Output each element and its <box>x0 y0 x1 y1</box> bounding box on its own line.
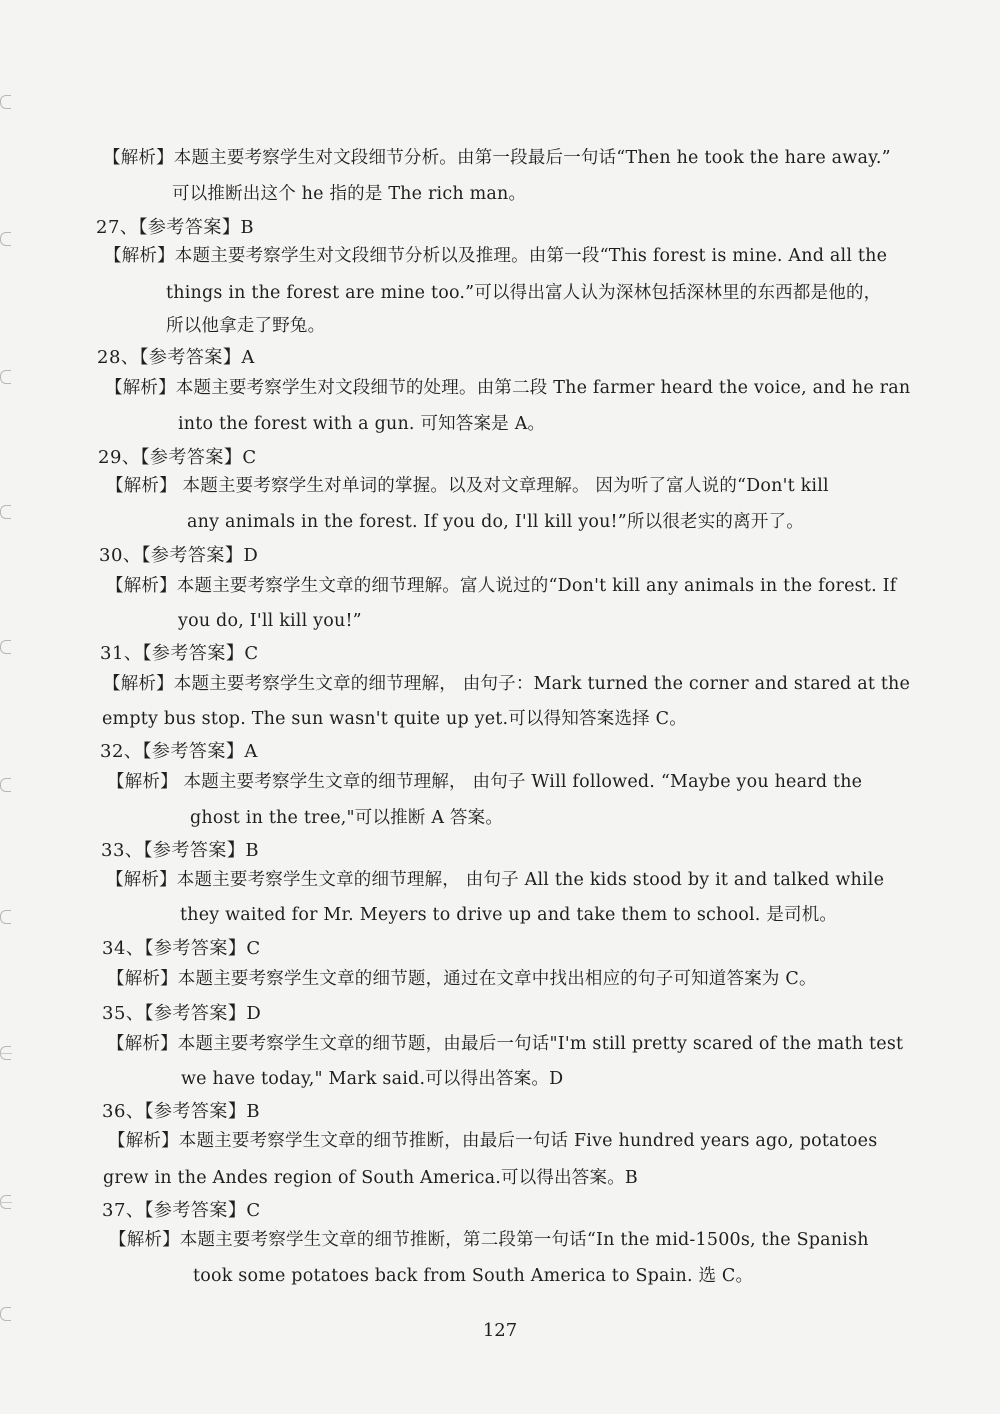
analysis-line: 【解析】本题主要考察学生对文段细节分析。由第一段最后一句话“Then he took the hare away.” <box>103 148 891 168</box>
analysis-line: we have today," Mark said.可以得出答案。D <box>181 1069 564 1089</box>
analysis-line: 【解析】本题主要考察学生文章的细节推断，第二段第一句话“In the mid-1500s, the Spanish <box>109 1230 869 1250</box>
binding-mark <box>0 1202 12 1203</box>
binding-mark <box>0 1053 12 1054</box>
answer-heading: 29、【参考答案】C <box>98 447 257 468</box>
analysis-line: 所以他拿走了野兔。 <box>166 316 326 336</box>
binding-hole <box>0 1307 11 1321</box>
analysis-line: took some potatoes back from South America to Spain. 选 C。 <box>193 1266 754 1286</box>
analysis-line: 【解析】 本题主要考察学生文章的细节理解， 由句子 Will followed. “Maybe you heard the <box>107 772 863 792</box>
analysis-line: 【解析】本题主要考察学生文章的细节理解。富人说过的“Don't kill any animals in the forest. If <box>106 576 897 596</box>
binding-hole <box>0 505 11 519</box>
answer-heading: 34、【参考答案】C <box>102 938 261 959</box>
analysis-line: you do, I'll kill you!” <box>178 611 362 631</box>
answer-heading: 36、【参考答案】B <box>102 1101 261 1122</box>
binding-holes <box>0 0 40 1414</box>
answer-heading: 35、【参考答案】D <box>102 1003 262 1024</box>
analysis-line: 【解析】本题主要考察学生文章的细节理解， 由句子：Mark turned the corner and stared at the <box>103 674 911 694</box>
answer-heading: 27、【参考答案】B <box>96 217 255 238</box>
analysis-line: things in the forest are mine too.”可以得出富人认为深林包括深林里的东西都是他的， <box>166 283 882 303</box>
analysis-line: 【解析】本题主要考察学生文章的细节题，通过在文章中找出相应的句子可知道答案为 C。 <box>107 969 817 989</box>
binding-hole <box>0 778 11 792</box>
analysis-line: 【解析】本题主要考察学生文章的细节理解， 由句子 All the kids stood by it and talked while <box>106 870 885 890</box>
answer-heading: 33、【参考答案】B <box>101 840 260 861</box>
answer-heading: 30、【参考答案】D <box>99 545 259 566</box>
analysis-line: grew in the Andes region of South America.可以得出答案。B <box>103 1168 638 1188</box>
analysis-line: 可以推断出这个 he 指的是 The rich man。 <box>172 184 527 204</box>
binding-hole <box>0 370 11 384</box>
answer-heading: 37、【参考答案】C <box>102 1200 261 1221</box>
binding-hole <box>0 910 11 924</box>
analysis-line: into the forest with a gun. 可知答案是 A。 <box>178 414 546 434</box>
answer-heading: 32、【参考答案】A <box>100 741 258 762</box>
binding-hole <box>0 232 11 246</box>
page-number: 127 <box>482 1320 518 1341</box>
analysis-line: 【解析】本题主要考察学生文章的细节题，由最后一句话"I'm still pretty scared of the math test <box>107 1034 904 1054</box>
binding-hole <box>0 640 11 654</box>
analysis-line: they waited for Mr. Meyers to drive up and take them to school. 是司机。 <box>180 905 838 925</box>
analysis-line: empty bus stop. The sun wasn't quite up yet.可以得知答案选择 C。 <box>102 709 687 729</box>
answer-heading: 28、【参考答案】A <box>97 347 255 368</box>
analysis-line: 【解析】本题主要考察学生文章的细节推断，由最后一句话 Five hundred years ago, potatoes <box>108 1131 878 1151</box>
analysis-line: any animals in the forest. If you do, I'll kill you!”所以很老实的离开了。 <box>187 512 804 532</box>
analysis-line: 【解析】 本题主要考察学生对单词的掌握。以及对文章理解。 因为听了富人说的“Don't kill <box>106 476 829 496</box>
answer-heading: 31、【参考答案】C <box>100 643 259 664</box>
analysis-line: ghost in the tree,"可以推断 A 答案。 <box>190 808 504 828</box>
analysis-line: 【解析】本题主要考察学生对文段细节的处理。由第二段 The farmer heard the voice, and he ran <box>105 378 911 398</box>
analysis-line: 【解析】本题主要考察学生对文段细节分析以及推理。由第一段“This forest is mine. And all the <box>104 246 888 266</box>
binding-hole <box>0 95 11 109</box>
